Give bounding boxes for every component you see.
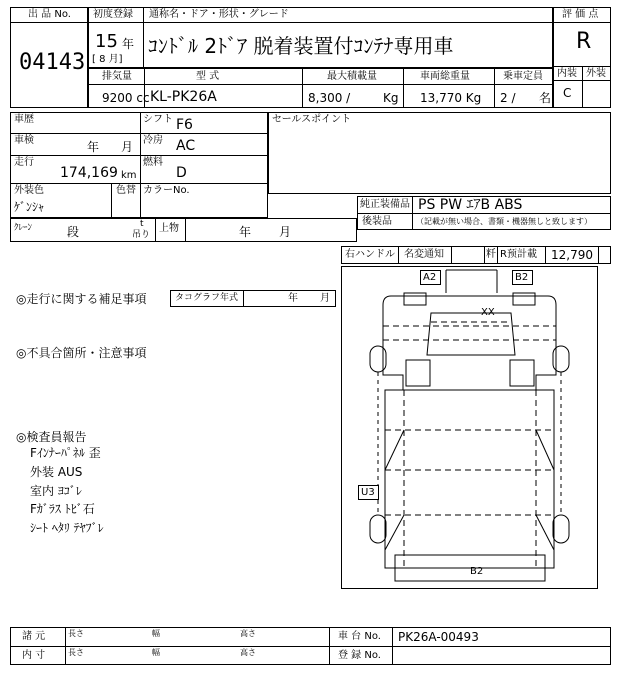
first-reg-year: 15 <box>95 31 118 52</box>
color-code-label: カラーNo. <box>143 185 190 196</box>
aftermarket-note: （記載が無い場合、書類・機器無しと致します） <box>416 217 592 226</box>
length-label: 長さ <box>68 648 84 657</box>
inspector-line: Fｲﾝﾅｰﾊﾟﾈﾙ 歪 <box>30 446 101 460</box>
damage-mark: A2 <box>423 272 437 283</box>
shaken-month: 月 <box>121 140 134 154</box>
displacement-label: 排気量 <box>102 71 132 82</box>
driving-notes-label: ◎走行に関する補足事項 <box>16 292 147 306</box>
damage-mark: B2 <box>470 566 484 577</box>
color-no-label: 色替 <box>116 185 136 196</box>
rhd-label: 右ハンドル <box>345 249 395 260</box>
inspector-line: ｼｰﾄ ﾍﾀﾘ ﾃﾔﾌﾞﾚ <box>30 521 104 535</box>
fuel-label: 燃料 <box>143 157 163 168</box>
gross-weight: 13,770 Kg <box>420 91 482 105</box>
shift-label: シフト <box>143 114 173 125</box>
capacity-unit: 名 <box>539 91 552 105</box>
lot-no: 04143 <box>19 50 86 75</box>
grade-value: R <box>576 29 592 54</box>
first-reg-month: [ 8 月] <box>92 54 123 65</box>
top-year: 年 <box>239 225 252 239</box>
equip-label: 純正装備品 <box>360 199 410 210</box>
defects-label: ◎不具合箇所・注意事項 <box>16 346 147 360</box>
max-load-label: 最大積載量 <box>327 71 377 82</box>
width-label: 幅 <box>152 648 160 657</box>
height-label: 高さ <box>240 648 256 657</box>
meter-km-label: 粁 <box>486 249 496 260</box>
capacity-label: 乗車定員 <box>503 71 543 82</box>
meter-reading-label: R预計載 <box>500 249 537 260</box>
inner-label: 内 寸 <box>22 650 46 661</box>
capacity: 2 / <box>500 91 516 105</box>
year-unit: 年 <box>122 37 135 51</box>
sales-point-label: セールスポイント <box>272 114 352 125</box>
inspector-line: 室内 ﾖｺﾞﾚ <box>30 484 82 498</box>
color: ｹﾞﾝｼｬ <box>14 200 45 214</box>
mileage-label: 走行 <box>14 157 34 168</box>
grade-label: 評 価 点 <box>562 9 599 20</box>
ac: AC <box>176 138 196 154</box>
damage-mark: U3 <box>361 487 375 498</box>
chassis-no: PK26A-00493 <box>398 630 479 644</box>
damage-mark: XX <box>481 307 495 318</box>
width-label: 幅 <box>152 629 160 638</box>
inspector-label: ◎検査員報告 <box>16 430 87 444</box>
inspector-line: Fｶﾞﾗｽ ﾄﾋﾞ石 <box>30 502 95 516</box>
ac-label: 冷房 <box>143 135 163 146</box>
shift: F6 <box>176 117 193 133</box>
aftermarket-label: 後装品 <box>362 216 392 227</box>
name-label: 通称名・ドア・形状・グレード <box>149 9 289 20</box>
equip: PS PW ｴｱB ABS <box>418 197 523 213</box>
top-label: 上物 <box>159 223 179 234</box>
fuel: D <box>176 165 187 181</box>
history-label: 車歴 <box>14 114 34 125</box>
chassis-label: 車 台 No. <box>338 631 381 642</box>
mileage: 174,169 <box>60 165 118 181</box>
shaken-year: 年 <box>87 140 100 154</box>
inspector-line: 外装 AUS <box>30 465 83 479</box>
gross-weight-label: 車両総重量 <box>420 71 470 82</box>
crane-stage: 段 <box>67 225 80 239</box>
vehicle-name: ｺﾝﾄﾞﾙ 2ﾄﾞｱ 脱着装置付ｺﾝﾃﾅ専用車 <box>148 34 454 58</box>
interior-label: 内装 <box>557 68 577 79</box>
crane-label: ｸﾚｰﾝ <box>14 223 33 233</box>
mileage-unit: km <box>121 170 137 181</box>
model: KL-PK26A <box>150 89 217 105</box>
dims-label: 諸 元 <box>22 631 46 642</box>
first-reg-label: 初度登録 <box>93 9 133 20</box>
interior-value: C <box>563 86 572 100</box>
tachograph-month: 月 <box>320 293 330 304</box>
tachograph-label: タコグラフ年式 <box>175 293 239 303</box>
crane-lift: 吊り <box>132 230 151 240</box>
exterior-label: 外装 <box>586 68 606 79</box>
height-label: 高さ <box>240 629 256 638</box>
max-load-unit: Kg <box>383 91 399 105</box>
reg-label: 登 録 No. <box>338 650 381 661</box>
length-label: 長さ <box>68 629 84 638</box>
tachograph-year: 年 <box>288 293 298 304</box>
meter-reading: 12,790 <box>551 248 593 262</box>
meter-change-label: 名変通知 <box>404 249 444 260</box>
displacement: 9200 cc <box>102 91 150 105</box>
color-label: 外装色 <box>14 185 44 196</box>
crane-t: t <box>140 219 144 229</box>
shaken-label: 車検 <box>14 135 34 146</box>
max-load: 8,300 / <box>308 91 351 105</box>
top-month: 月 <box>279 225 292 239</box>
model-label: 型 式 <box>196 71 220 82</box>
lot-no-label: 出 品 No. <box>28 9 71 20</box>
damage-mark: B2 <box>515 272 529 283</box>
